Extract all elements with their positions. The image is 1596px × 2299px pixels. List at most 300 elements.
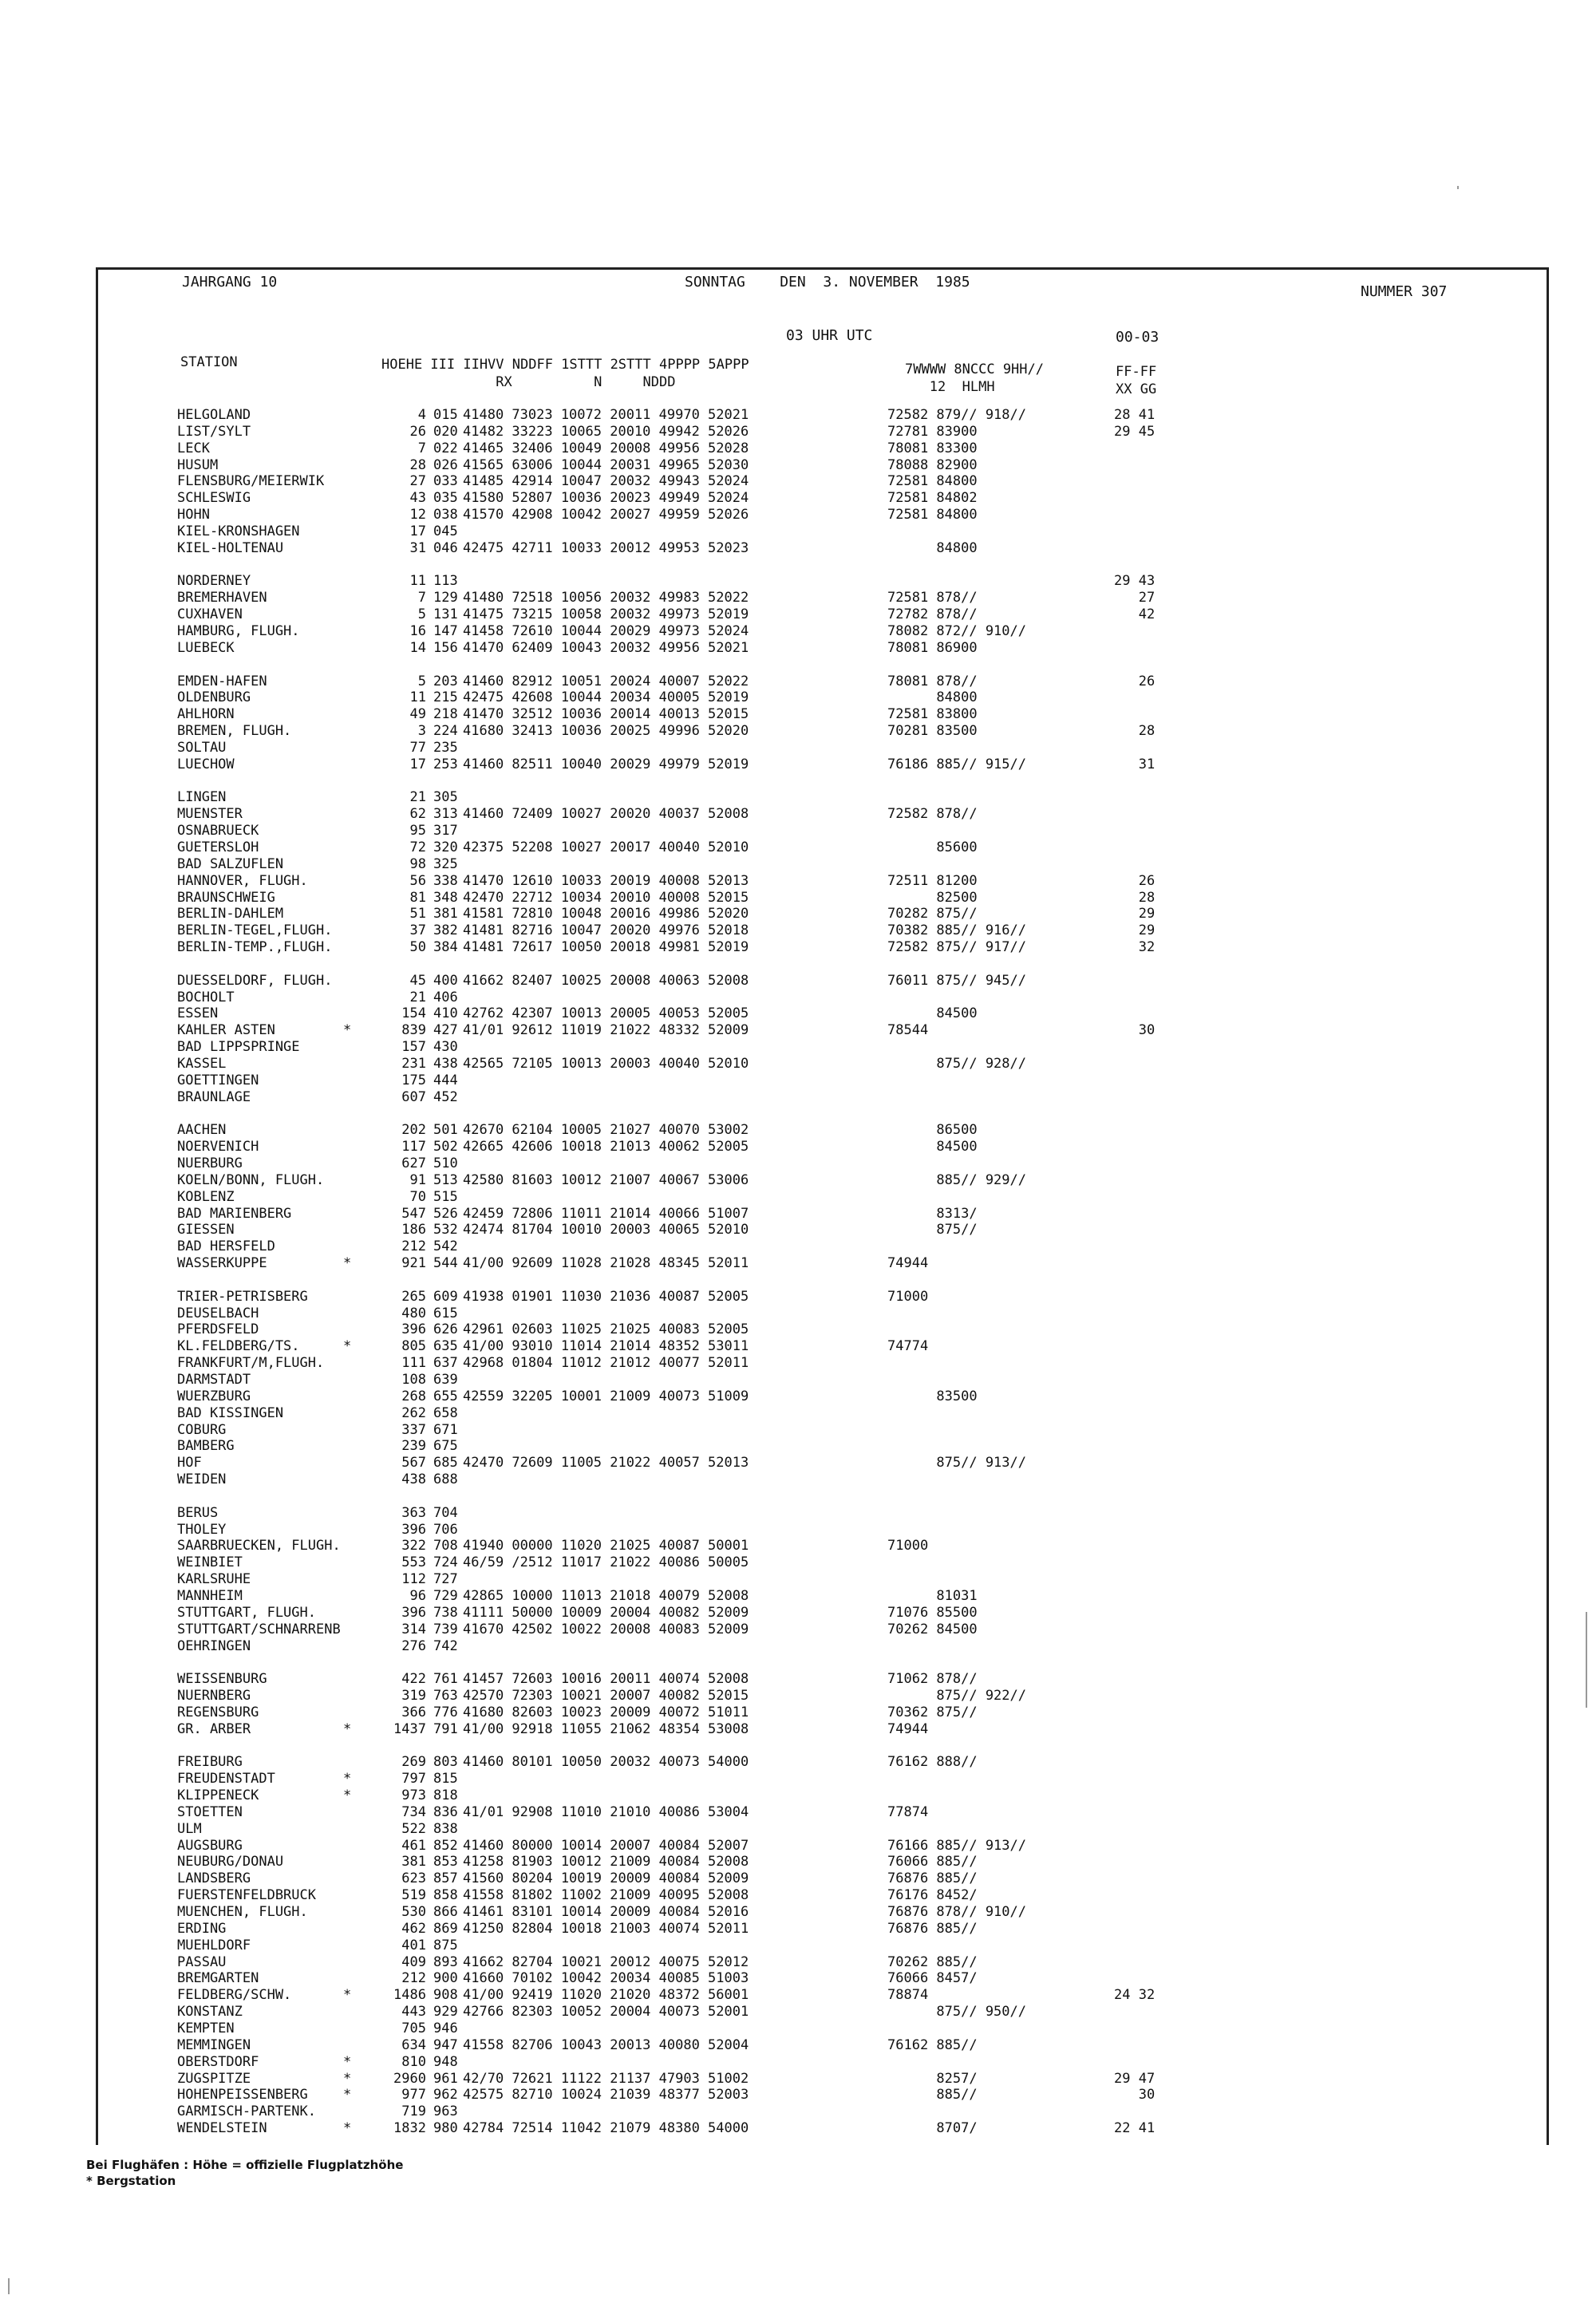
station-name: BOCHOLT (177, 990, 235, 1005)
station-index: 875 (433, 1938, 458, 1953)
station-row (0, 1155, 1516, 1172)
station-name: KEMPTEN (177, 2021, 235, 2036)
station-row (0, 1321, 1516, 1338)
station-row (0, 2071, 1516, 2088)
station-index: 406 (433, 990, 458, 1005)
station-height: 31 (409, 540, 426, 556)
synop-groups: 41581 72810 10048 20016 49986 52020 (463, 906, 749, 922)
station-row (0, 1372, 1516, 1388)
station-row (0, 1938, 1516, 1954)
wind-gust-groups: 28 (1114, 723, 1156, 739)
weather-groups: 76011 875// 945// (887, 973, 1026, 989)
station-height: 239 (401, 1438, 426, 1454)
station-row (0, 473, 1516, 490)
station-index: 452 (433, 1089, 458, 1105)
station-index: 022 (433, 440, 458, 456)
station-row (0, 1588, 1516, 1605)
weather-groups: 72581 83800 (887, 706, 978, 722)
footnotes (86, 2157, 403, 2189)
weather-groups: 76162 885// (887, 2037, 978, 2053)
station-name: NORDERNEY (177, 573, 251, 589)
station-index: 033 (433, 473, 458, 489)
station-index: 852 (433, 1838, 458, 1854)
weather-groups: 84800 (887, 540, 978, 556)
station-height: 262 (401, 1405, 426, 1421)
weather-groups: 74774 (887, 1338, 929, 1354)
synop-groups: 41470 32512 10036 20014 40013 52015 (463, 706, 749, 722)
station-name: NOERVENICH (177, 1139, 259, 1155)
station-row (0, 2103, 1516, 2120)
station-name: NUERNBERG (177, 1688, 251, 1704)
station-row (0, 1638, 1516, 1655)
station-name: BERLIN-DAHLEM (177, 906, 284, 922)
column-header-ff-2: XX GG (1116, 381, 1157, 397)
wind-gust-groups: 28 (1114, 890, 1156, 906)
synop-groups: 42559 32205 10001 21009 40073 51009 (463, 1388, 749, 1404)
wind-gust-groups: 29 43 (1114, 573, 1156, 589)
station-index: 035 (433, 490, 458, 506)
station-name: MUEHLDORF (177, 1938, 251, 1953)
time-label: 03 UHR UTC (786, 327, 873, 344)
station-index: 708 (433, 1538, 458, 1554)
station-height: 12 (409, 507, 426, 523)
wind-gust-groups: 42 (1114, 606, 1156, 622)
station-index: 045 (433, 523, 458, 539)
synop-groups: 41460 80000 10014 20007 40084 52007 (463, 1838, 749, 1854)
station-index: 026 (433, 457, 458, 473)
station-name: SOLTAU (177, 740, 227, 756)
station-height: 50 (409, 939, 426, 955)
station-height: 623 (401, 1870, 426, 1886)
synop-groups: 41662 82407 10025 20008 40063 52008 (463, 973, 749, 989)
station-name: STUTTGART/SCHNARRENB (177, 1622, 341, 1637)
station-height: 381 (401, 1854, 426, 1870)
station-height: 805 (401, 1338, 426, 1354)
synop-groups: 41558 81802 11002 21009 40095 52008 (463, 1887, 749, 1903)
wind-gust-groups: 26 (1114, 674, 1156, 689)
station-height: 212 (401, 1970, 426, 1986)
station-name: KOBLENZ (177, 1189, 235, 1205)
jahrgang-label: JAHRGANG 10 (182, 274, 278, 290)
station-row (0, 1821, 1516, 1838)
synop-groups: 42968 01804 11012 21012 40077 52011 (463, 1355, 749, 1371)
station-height: 27 (409, 473, 426, 489)
station-name: KONSTANZ (177, 2004, 243, 2020)
weather-groups: 8707/ (887, 2120, 978, 2136)
station-index: 430 (433, 1039, 458, 1055)
station-row (0, 1505, 1516, 1522)
station-height: 202 (401, 1122, 426, 1138)
mountain-station-marker: * (343, 1721, 352, 1737)
station-row (0, 756, 1516, 773)
weather-groups: 78088 82900 (887, 457, 978, 473)
synop-groups: 41485 42914 10047 20032 49943 52024 (463, 473, 749, 489)
synop-groups: 41/01 92612 11019 21022 48332 52009 (463, 1022, 749, 1038)
station-height: 51 (409, 906, 426, 922)
station-row (0, 1771, 1516, 1787)
station-name: LANDSBERG (177, 1870, 251, 1886)
station-name: PFERDSFELD (177, 1321, 259, 1337)
station-index: 727 (433, 1571, 458, 1587)
mountain-station-marker: * (343, 2120, 352, 2136)
station-index: 515 (433, 1189, 458, 1205)
station-row (0, 856, 1516, 873)
station-row (0, 1022, 1516, 1039)
station-index: 980 (433, 2120, 458, 2136)
station-height: 95 (409, 823, 426, 839)
synop-groups: 41460 72409 10027 20020 40037 52008 (463, 806, 749, 822)
station-name: DUESSELDORF, FLUGH. (177, 973, 333, 989)
station-index: 946 (433, 2021, 458, 2036)
station-height: 175 (401, 1072, 426, 1088)
weather-groups: 77874 (887, 1804, 929, 1820)
station-index: 739 (433, 1622, 458, 1637)
station-index: 224 (433, 723, 458, 739)
weather-groups: 72582 875// 917// (887, 939, 1026, 955)
station-name: BERUS (177, 1505, 219, 1521)
mountain-station-marker: * (343, 1987, 352, 2003)
synop-groups: 42375 52208 10027 20017 40040 52010 (463, 839, 749, 855)
station-name: HOF (177, 1455, 202, 1471)
station-height: 547 (401, 1206, 426, 1222)
station-index: 724 (433, 1554, 458, 1570)
weather-groups: 76162 888// (887, 1754, 978, 1770)
weather-groups: 84800 (887, 689, 978, 705)
station-row (0, 1904, 1516, 1921)
station-name: BREMERHAVEN (177, 590, 267, 606)
station-height: 314 (401, 1622, 426, 1637)
synop-groups: 42570 72303 10021 20007 40082 52015 (463, 1688, 749, 1704)
synop-groups: 42474 81704 10010 20003 40065 52010 (463, 1222, 749, 1238)
station-row (0, 1122, 1516, 1139)
station-row (0, 1538, 1516, 1554)
weather-groups: 70262 84500 (887, 1622, 978, 1637)
weather-groups: 71000 (887, 1289, 929, 1305)
scan-speck (1457, 186, 1459, 189)
station-height: 366 (401, 1704, 426, 1720)
station-name: BRAUNSCHWEIG (177, 890, 275, 906)
station-row (0, 2087, 1516, 2103)
weather-groups: 71062 878// (887, 1671, 978, 1687)
station-height: 2960 (393, 2071, 426, 2087)
station-height: 3 (417, 723, 426, 739)
weather-groups: 78874 (887, 1987, 929, 2003)
station-row (0, 689, 1516, 706)
station-index: 866 (433, 1904, 458, 1920)
station-height: 607 (401, 1089, 426, 1105)
station-height: 567 (401, 1455, 426, 1471)
weather-groups: 72581 878// (887, 590, 978, 606)
station-name: DARMSTADT (177, 1372, 251, 1388)
station-index: 400 (433, 973, 458, 989)
station-index: 156 (433, 640, 458, 656)
station-name: GOETTINGEN (177, 1072, 259, 1088)
station-height: 265 (401, 1289, 426, 1305)
station-row (0, 2021, 1516, 2037)
mountain-station-marker: * (343, 1787, 352, 1803)
station-name: STUTTGART, FLUGH. (177, 1605, 316, 1621)
station-name: WEISSENBURG (177, 1671, 267, 1687)
synop-groups: 42475 42608 10044 20034 40005 52019 (463, 689, 749, 705)
period-label: 00-03 (1116, 329, 1159, 346)
station-row (0, 1688, 1516, 1704)
station-height: 231 (401, 1056, 426, 1072)
station-name: MUENCHEN, FLUGH. (177, 1904, 308, 1920)
station-row (0, 1089, 1516, 1106)
issue-number: NUMMER 307 (1361, 283, 1448, 300)
station-row (0, 1804, 1516, 1821)
station-row (0, 906, 1516, 922)
station-height: 276 (401, 1638, 426, 1654)
station-height: 1486 (393, 1987, 426, 2003)
station-height: 17 (409, 523, 426, 539)
synop-groups: 42565 72105 10013 20003 40040 52010 (463, 1056, 749, 1072)
synop-groups: 41250 82804 10018 21003 40074 52011 (463, 1921, 749, 1937)
station-name: BAD LIPPSPRINGE (177, 1039, 300, 1055)
synop-groups: 41580 52807 10036 20023 49949 52024 (463, 490, 749, 506)
station-name: HOHN (177, 507, 210, 523)
station-row (0, 1787, 1516, 1804)
station-row (0, 1222, 1516, 1238)
station-height: 112 (401, 1571, 426, 1587)
station-name: WEINBIET (177, 1554, 243, 1570)
weather-groups: 76186 885// 915// (887, 756, 1026, 772)
weather-groups: 76066 885// (887, 1854, 978, 1870)
station-row (0, 1238, 1516, 1255)
station-row (0, 1438, 1516, 1455)
station-name: OLDENBURG (177, 689, 251, 705)
station-index: 836 (433, 1804, 458, 1820)
station-index: 384 (433, 939, 458, 955)
weather-groups: 8257/ (887, 2071, 978, 2087)
station-height: 530 (401, 1904, 426, 1920)
station-index: 235 (433, 740, 458, 756)
station-height: 81 (409, 890, 426, 906)
wind-gust-groups: 31 (1114, 756, 1156, 772)
station-height: 627 (401, 1155, 426, 1171)
station-index: 858 (433, 1887, 458, 1903)
station-row (0, 490, 1516, 507)
station-row (0, 973, 1516, 990)
station-name: BERLIN-TEMP.,FLUGH. (177, 939, 333, 955)
station-row (0, 1522, 1516, 1539)
station-height: 17 (409, 756, 426, 772)
station-name: WENDELSTEIN (177, 2120, 267, 2136)
station-name: BAMBERG (177, 1438, 235, 1454)
weather-groups: 78081 83300 (887, 440, 978, 456)
station-row (0, 540, 1516, 557)
station-row (0, 523, 1516, 540)
station-index: 526 (433, 1206, 458, 1222)
station-index: 626 (433, 1321, 458, 1337)
station-row (0, 1338, 1516, 1355)
station-height: 77 (409, 740, 426, 756)
station-index: 685 (433, 1455, 458, 1471)
synop-groups: 41481 82716 10047 20020 49976 52018 (463, 922, 749, 938)
synop-groups: 42459 72806 11011 21014 40066 51007 (463, 1206, 749, 1222)
synop-groups: 41461 83101 10014 20009 40084 52016 (463, 1904, 749, 1920)
synop-groups: 42575 82710 10024 21039 48377 52003 (463, 2087, 749, 2103)
station-name: TRIER-PETRISBERG (177, 1289, 308, 1305)
station-row (0, 1172, 1516, 1189)
synop-groups: 42580 81603 10012 21007 40067 53006 (463, 1172, 749, 1188)
station-name: ULM (177, 1821, 202, 1837)
station-height: 72 (409, 839, 426, 855)
weather-groups: 76876 878// 910// (887, 1904, 1026, 1920)
weather-groups: 70281 83500 (887, 723, 978, 739)
station-row (0, 1405, 1516, 1422)
synop-groups: 41458 72610 10044 20029 49973 52024 (463, 623, 749, 639)
station-row (0, 606, 1516, 623)
station-index: 671 (433, 1422, 458, 1438)
column-header-ff-1: FF-FF (1116, 364, 1157, 380)
synop-groups: 42961 02603 11025 21025 40083 52005 (463, 1321, 749, 1337)
station-row (0, 1255, 1516, 1272)
station-index: 869 (433, 1921, 458, 1937)
weather-groups: 82500 (887, 890, 978, 906)
station-index: 688 (433, 1471, 458, 1487)
column-header-main-1: HOEHE III IIHVV NDDFF 1STTT 2STTT 4PPPP 5APPP (381, 357, 749, 373)
synop-groups: 42766 82303 10052 20004 40073 52001 (463, 2004, 749, 2020)
station-height: 401 (401, 1938, 426, 1953)
station-height: 96 (409, 1588, 426, 1604)
station-row (0, 1388, 1516, 1405)
station-row (0, 457, 1516, 474)
weather-groups: 76876 885// (887, 1921, 978, 1937)
station-index: 963 (433, 2103, 458, 2119)
weather-groups: 72582 878// (887, 806, 978, 822)
station-height: 462 (401, 1921, 426, 1937)
station-name: LUECHOW (177, 756, 235, 772)
weather-groups: 70362 875// (887, 1704, 978, 1720)
station-index: 615 (433, 1306, 458, 1321)
station-row (0, 2004, 1516, 2021)
station-name: KIEL-HOLTENAU (177, 540, 284, 556)
station-height: 14 (409, 640, 426, 656)
station-height: 1832 (393, 2120, 426, 2136)
station-row (0, 1072, 1516, 1089)
synop-groups: 42470 72609 11005 21022 40057 52013 (463, 1455, 749, 1471)
station-name: EMDEN-HAFEN (177, 674, 267, 689)
station-index: 325 (433, 856, 458, 872)
station-index: 348 (433, 890, 458, 906)
weather-groups: 85600 (887, 839, 978, 855)
station-height: 422 (401, 1671, 426, 1687)
station-name: BAD KISSINGEN (177, 1405, 284, 1421)
station-row (0, 1921, 1516, 1938)
station-name: WEIDEN (177, 1471, 227, 1487)
weather-groups: 70282 875// (887, 906, 978, 922)
station-name: KOELN/BONN, FLUGH. (177, 1172, 325, 1188)
synop-groups: 41258 81903 10012 21009 40084 52008 (463, 1854, 749, 1870)
station-index: 020 (433, 424, 458, 440)
station-row (0, 1704, 1516, 1721)
station-height: 70 (409, 1189, 426, 1205)
station-index: 218 (433, 706, 458, 722)
footnote-mountain-station: * Bergstation (86, 2174, 176, 2188)
station-index: 320 (433, 839, 458, 855)
dateline: SONNTAG DEN 3. NOVEMBER 1985 (685, 274, 970, 290)
station-height: 438 (401, 1471, 426, 1487)
station-height: 522 (401, 1821, 426, 1837)
station-height: 5 (417, 606, 426, 622)
weather-groups: 84500 (887, 1139, 978, 1155)
station-row (0, 1671, 1516, 1688)
station-row (0, 1854, 1516, 1870)
station-row (0, 1355, 1516, 1372)
station-height: 186 (401, 1222, 426, 1238)
station-index: 635 (433, 1338, 458, 1354)
synop-groups: 41475 73215 10058 20032 49973 52019 (463, 606, 749, 622)
station-row (0, 507, 1516, 523)
station-index: 502 (433, 1139, 458, 1155)
station-row (0, 1554, 1516, 1571)
station-index: 427 (433, 1022, 458, 1038)
synop-groups: 41940 00000 11020 21025 40087 50001 (463, 1538, 749, 1554)
mountain-station-marker: * (343, 1022, 352, 1038)
station-index: 857 (433, 1870, 458, 1886)
station-name: KL.FELDBERG/TS. (177, 1338, 300, 1354)
weather-groups: 875// (887, 1222, 978, 1238)
station-name: HANNOVER, FLUGH. (177, 873, 308, 889)
station-index: 131 (433, 606, 458, 622)
synop-groups: 41938 01901 11030 21036 40087 52005 (463, 1289, 749, 1305)
station-index: 129 (433, 590, 458, 606)
station-index: 215 (433, 689, 458, 705)
station-name: GR. ARBER (177, 1721, 251, 1737)
station-index: 253 (433, 756, 458, 772)
footnote-airport-height: Bei Flughäfen : Höhe = offizielle Flugplatzhöhe (86, 2158, 404, 2172)
station-row (0, 1422, 1516, 1439)
weather-groups: 885// 929// (887, 1172, 1026, 1188)
station-index: 908 (433, 1987, 458, 2003)
station-row (0, 1605, 1516, 1622)
synop-groups: 42670 62104 10005 21027 40070 53002 (463, 1122, 749, 1138)
station-index: 046 (433, 540, 458, 556)
station-name: NUERBURG (177, 1155, 243, 1171)
station-height: 396 (401, 1605, 426, 1621)
weather-groups: 74944 (887, 1255, 929, 1271)
station-height: 553 (401, 1554, 426, 1570)
synop-groups: 41660 70102 10042 20034 40085 51003 (463, 1970, 749, 1986)
station-name: BREMEN, FLUGH. (177, 723, 292, 739)
station-height: 5 (417, 674, 426, 689)
station-height: 26 (409, 424, 426, 440)
station-row (0, 890, 1516, 907)
station-name: HOHENPEISSENBERG (177, 2087, 308, 2103)
station-index: 317 (433, 823, 458, 839)
station-name: MUENSTER (177, 806, 243, 822)
synop-groups: 41480 72518 10056 20032 49983 52022 (463, 590, 749, 606)
station-row (0, 1754, 1516, 1771)
weather-groups: 76176 8452/ (887, 1887, 978, 1903)
station-name: ERDING (177, 1921, 227, 1937)
station-height: 319 (401, 1688, 426, 1704)
station-index: 381 (433, 906, 458, 922)
station-index: 929 (433, 2004, 458, 2020)
station-height: 443 (401, 2004, 426, 2020)
station-row (0, 789, 1516, 806)
synop-groups: 41680 32413 10036 20025 49996 52020 (463, 723, 749, 739)
synop-groups: 41670 42502 10022 20008 40083 52009 (463, 1622, 749, 1637)
wind-gust-groups: 24 32 (1114, 1987, 1156, 2003)
scan-edge-mark (1586, 1612, 1587, 1708)
station-name: BAD MARIENBERG (177, 1206, 292, 1222)
weather-groups: 72581 84800 (887, 473, 978, 489)
station-name: FRANKFURT/M,FLUGH. (177, 1355, 325, 1371)
station-height: 396 (401, 1522, 426, 1538)
station-index: 639 (433, 1372, 458, 1388)
